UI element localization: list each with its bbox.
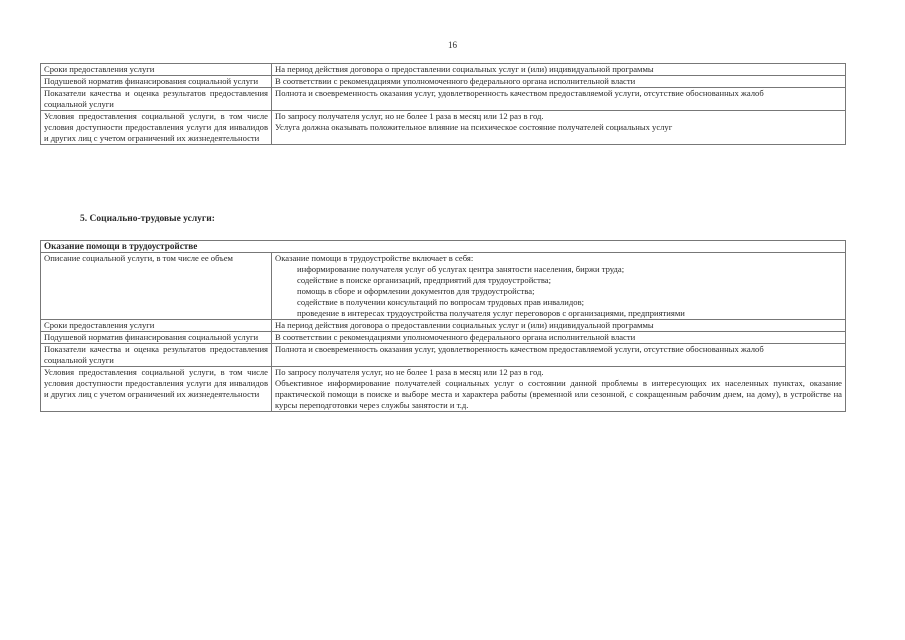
row-value-line: В соответствии с рекомендациями уполномоченного федерального органа исполнительной власти	[275, 76, 636, 86]
row-label: Условия предоставления социальной услуги, в том числе условия доступности предоставления услуги для инвалидов и других лиц с учетом ограничений их жизнедеятельности	[41, 111, 272, 145]
row-label: Сроки предоставления услуги	[41, 64, 272, 76]
row-value	[272, 88, 846, 111]
row-label: Показатели качества и оценка результатов предоставления социальной услуги	[41, 88, 272, 111]
row-value	[272, 76, 846, 88]
row-value	[272, 344, 846, 367]
table-row	[41, 88, 846, 111]
bullet-item: проведение в интересах трудоустройства получателя услуг переговоров с организациями, предприятиями	[297, 308, 685, 318]
row-label: Подушевой норматив финансирования социальной услуги	[41, 332, 272, 344]
row-value-line: Полнота и своевременность оказания услуг, удовлетворенность качеством предоставляемой услуги, отсутствие обоснованных жалоб	[275, 344, 764, 354]
service-table-2	[40, 240, 846, 412]
table-row	[41, 253, 846, 320]
bullet-item: информирование получателя услуг об услугах центра занятости населения, биржи труда;	[297, 264, 625, 274]
service-table-1-body	[41, 64, 846, 145]
bullet-list	[275, 264, 842, 319]
row-value-line: Объективное информирование получателей социальных услуг о состоянии данной проблемы в интересующих их населенных пунктах, оказание практической помощи в поиске и выборе места и характера работы (временной или сезонной, с сокращенным рабочим днем, на дому), в устройстве на курсы переподготовки через службы занятости и т.д.	[275, 378, 842, 410]
bullet-item: содействие в поиске организаций, предприятий для трудоустройства;	[297, 275, 552, 285]
row-label: Описание социальной услуги, в том числе ее объем	[41, 253, 272, 320]
table-row	[41, 344, 846, 367]
row-value-line: На период действия договора о предоставлении социальных услуг и (или) индивидуальной программы	[275, 64, 654, 74]
section-title: 5. Социально-трудовые услуги:	[80, 214, 215, 224]
table-header-row	[41, 241, 846, 253]
row-value-line: В соответствии с рекомендациями уполномоченного федерального органа исполнительной власти	[275, 332, 636, 342]
table-row	[41, 76, 846, 88]
service-table-2-body	[41, 241, 846, 412]
table-row	[41, 332, 846, 344]
row-label: Сроки предоставления услуги	[41, 320, 272, 332]
row-value-line: Услуга должна оказывать положительное влияние на психическое состояние получателей социальных услуг	[275, 122, 673, 132]
table-row	[41, 111, 846, 145]
row-value	[272, 111, 846, 145]
row-label: Условия предоставления социальной услуги, в том числе условия доступности предоставления услуги для инвалидов и других лиц с учетом ограничений их жизнедеятельности	[41, 367, 272, 412]
row-label: Подушевой норматив финансирования социальной услуги	[41, 76, 272, 88]
service-table-1	[40, 63, 846, 145]
page-number: 16	[448, 40, 457, 50]
row-value	[272, 332, 846, 344]
table-row	[41, 64, 846, 76]
row-value-line: Полнота и своевременность оказания услуг, удовлетворенность качеством предоставляемой услуги, отсутствие обоснованных жалоб	[275, 88, 764, 98]
row-value-line: По запросу получателя услуг, но не более 1 раза в месяц или 12 раз в год.	[275, 367, 544, 377]
description-intro: Оказание помощи в трудоустройстве включает в себя:	[275, 253, 474, 263]
bullet-item: помощь в сборе и оформлении документов для трудоустройства;	[297, 286, 535, 296]
row-value	[272, 367, 846, 412]
row-label: Показатели качества и оценка результатов предоставления социальной услуги	[41, 344, 272, 367]
row-value-line: По запросу получателя услуг, но не более 1 раза в месяц или 12 раз в год.	[275, 111, 544, 121]
row-value	[272, 64, 846, 76]
table-row	[41, 367, 846, 412]
row-value	[272, 253, 846, 320]
table-row	[41, 320, 846, 332]
bullet-item: содействие в получении консультаций по вопросам трудовых прав инвалидов;	[297, 297, 585, 307]
row-value-line: На период действия договора о предоставлении социальных услуг и (или) индивидуальной программы	[275, 320, 654, 330]
table-header: Оказание помощи в трудоустройстве	[41, 241, 846, 253]
row-value	[272, 320, 846, 332]
